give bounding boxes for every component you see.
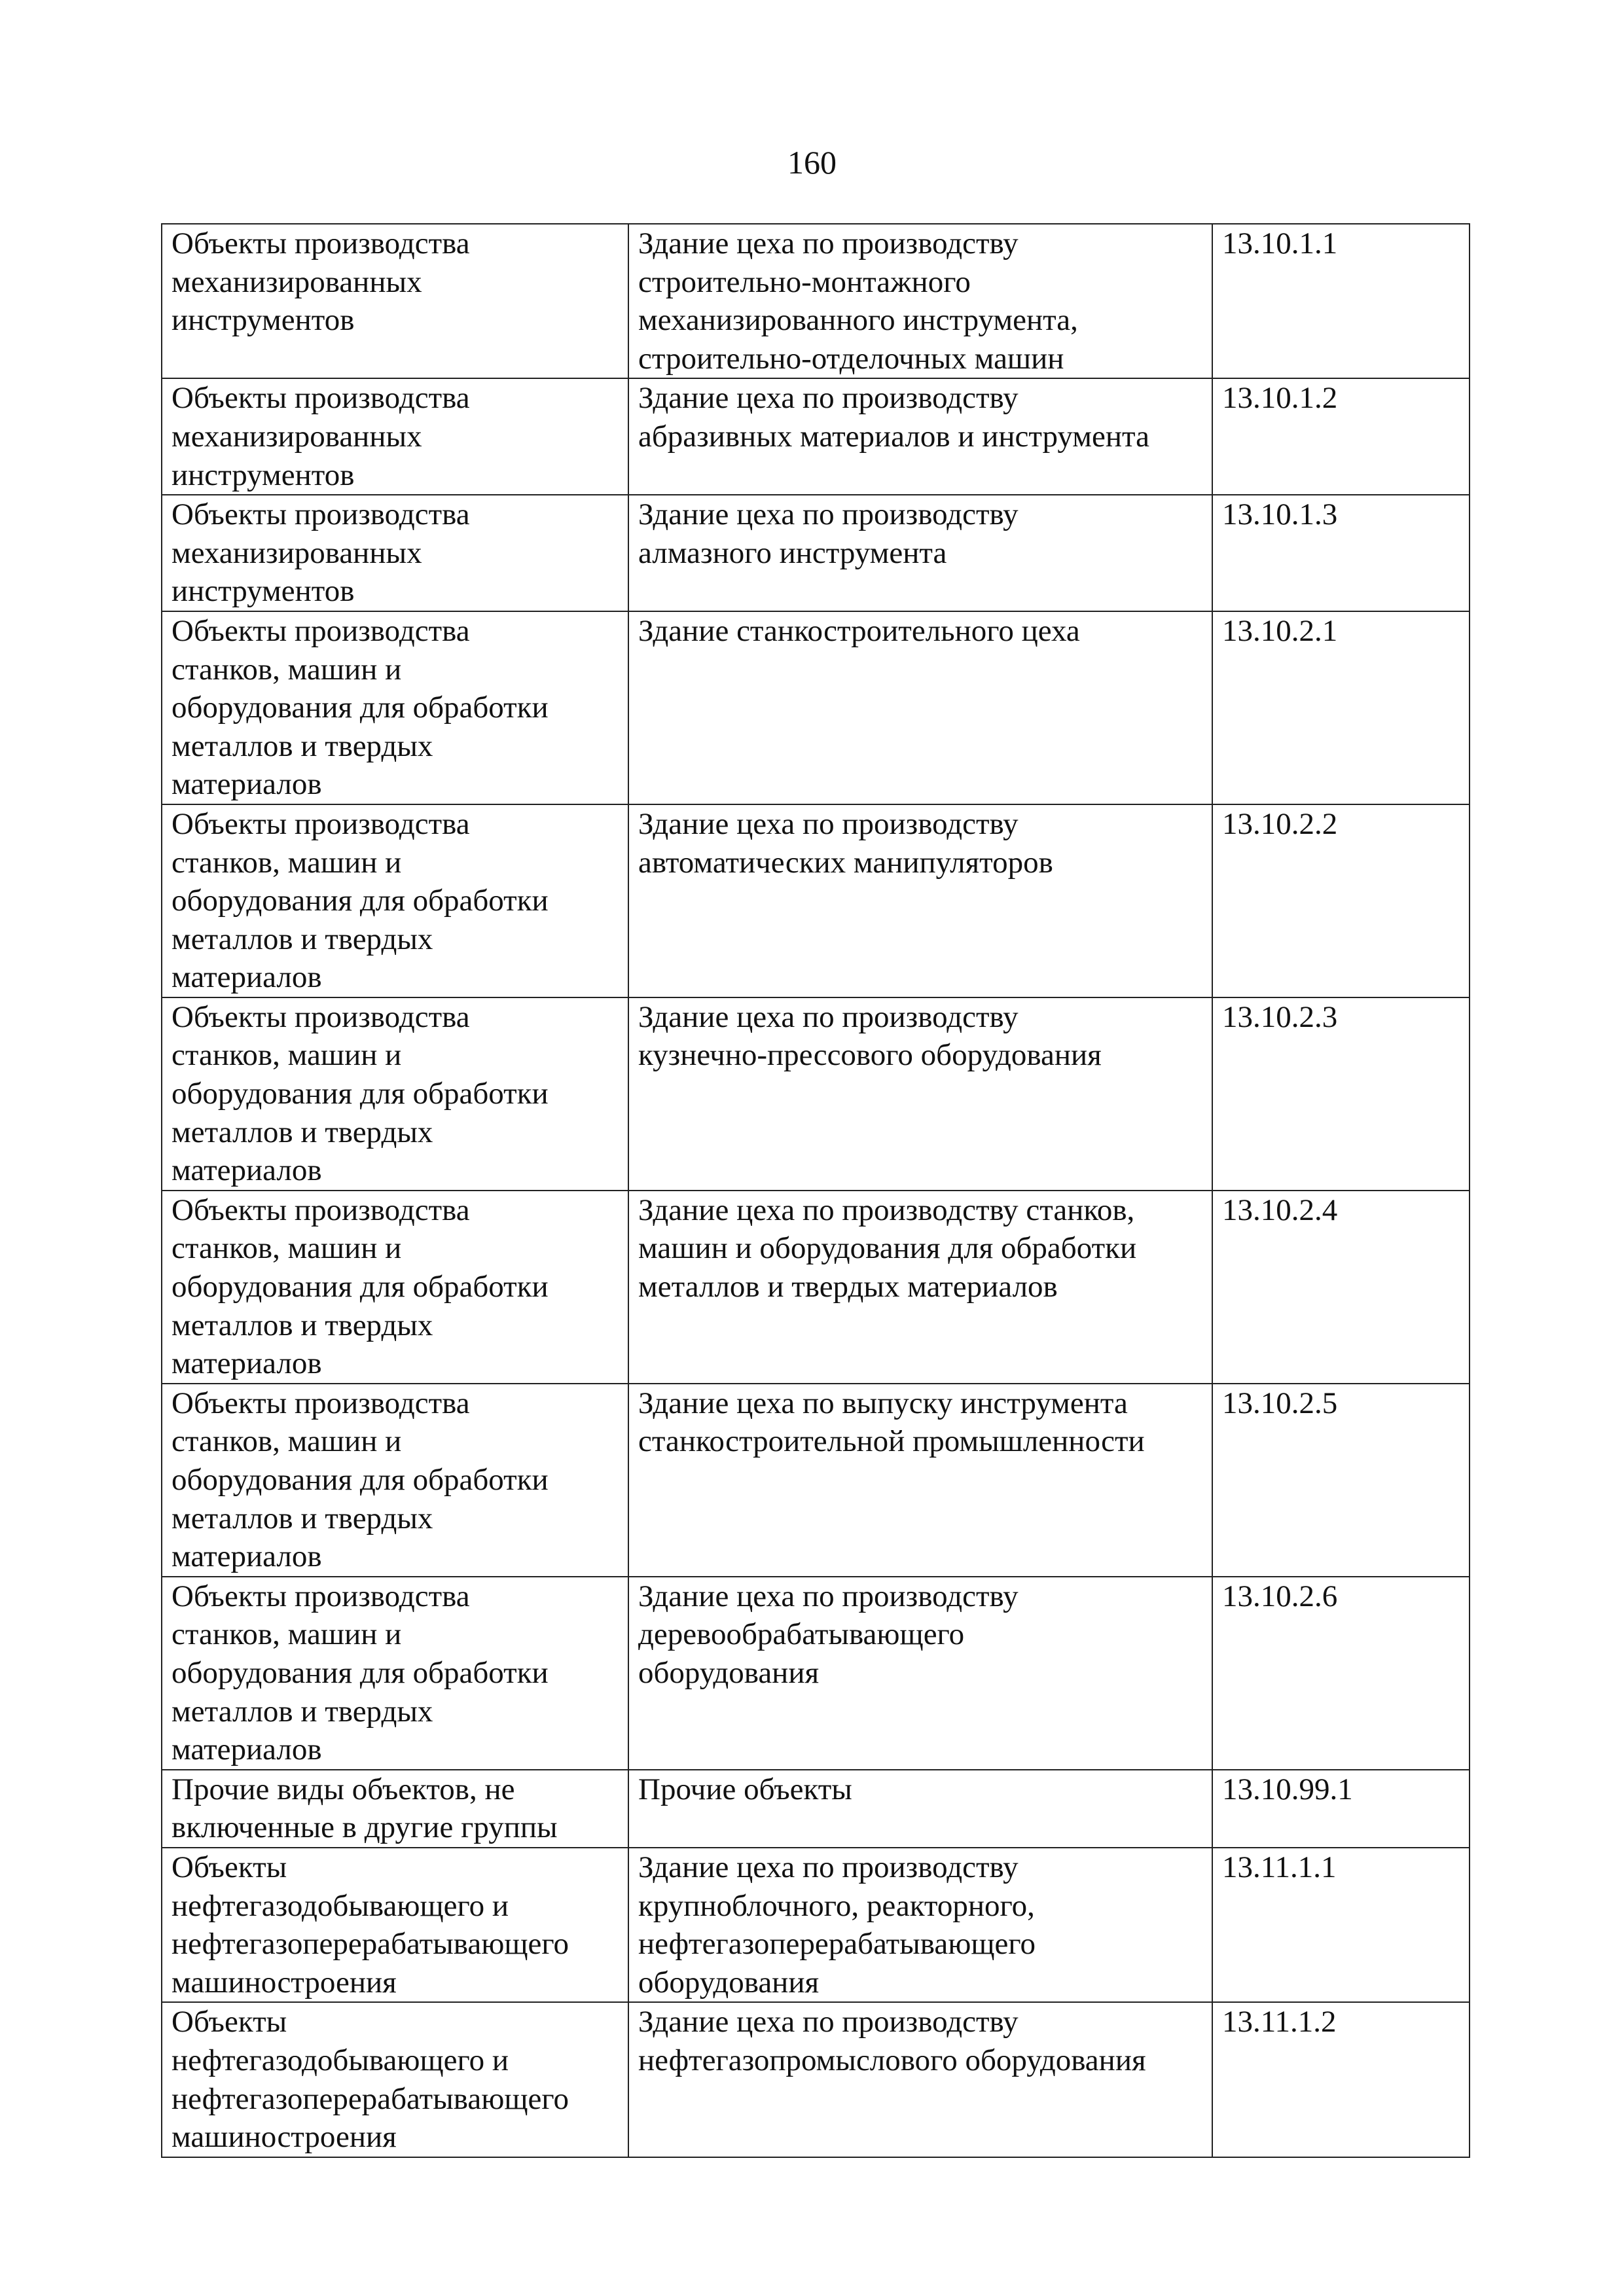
table-row [162,1191,1470,1384]
table-row [162,378,1470,495]
description-cell: Прочие объекты [628,1770,1212,1848]
code-cell: 13.10.2.6 [1212,1577,1470,1770]
code-cell: 13.10.2.3 [1212,997,1470,1191]
table-row [162,224,1470,378]
description-cell: Здание цеха по производству алмазного инструмента [628,495,1212,611]
table-row [162,1384,1470,1577]
code-cell: 13.10.2.5 [1212,1384,1470,1577]
code-cell: 13.10.1.3 [1212,495,1470,611]
description-cell: Здание цеха по производству крупноблочного, реакторного, нефтегазоперерабатывающего оборудования [628,1848,1212,2002]
table-row [162,611,1470,804]
registry-table [161,223,1470,2158]
category-cell: Объекты нефтегазодобывающего и нефтегазоперерабатывающего машиностроения [162,1848,628,2002]
category-cell: Объекты производства станков, машин и оборудования для обработки металлов и твердых материалов [162,1384,628,1577]
description-cell: Здание цеха по производству деревообрабатывающего оборудования [628,1577,1212,1770]
table-row [162,997,1470,1191]
description-cell: Здание цеха по производству автоматических манипуляторов [628,804,1212,997]
category-cell: Объекты производства станков, машин и оборудования для обработки металлов и твердых материалов [162,611,628,804]
code-cell: 13.10.1.1 [1212,224,1470,378]
code-cell: 13.10.1.2 [1212,378,1470,495]
code-cell: 13.10.99.1 [1212,1770,1470,1848]
category-cell: Объекты производства станков, машин и оборудования для обработки металлов и твердых материалов [162,1191,628,1384]
description-cell: Здание цеха по производству кузнечно-прессового оборудования [628,997,1212,1191]
code-cell: 13.11.1.1 [1212,1848,1470,2002]
code-cell: 13.10.2.1 [1212,611,1470,804]
table-row [162,1848,1470,2002]
category-cell: Объекты производства механизированных инструментов [162,378,628,495]
category-cell: Объекты производства станков, машин и оборудования для обработки металлов и твердых материалов [162,1577,628,1770]
category-cell: Объекты производства станков, машин и оборудования для обработки металлов и твердых материалов [162,804,628,997]
category-cell: Объекты производства станков, машин и оборудования для обработки металлов и твердых материалов [162,997,628,1191]
description-cell: Здание цеха по производству строительно-монтажного механизированного инструмента, строительно-отделочных машин [628,224,1212,378]
table-row [162,1770,1470,1848]
description-cell: Здание станкостроительного цеха [628,611,1212,804]
table-row [162,1577,1470,1770]
code-cell: 13.11.1.2 [1212,2002,1470,2157]
description-cell: Здание цеха по производству станков, машин и оборудования для обработки металлов и твердых материалов [628,1191,1212,1384]
code-cell: 13.10.2.2 [1212,804,1470,997]
description-cell: Здание цеха по производству нефтегазопромыслового оборудования [628,2002,1212,2157]
category-cell: Прочие виды объектов, не включенные в другие группы [162,1770,628,1848]
description-cell: Здание цеха по выпуску инструмента станкостроительной промышленности [628,1384,1212,1577]
category-cell: Объекты производства механизированных инструментов [162,224,628,378]
description-cell: Здание цеха по производству абразивных материалов и инструмента [628,378,1212,495]
table-row [162,2002,1470,2157]
table-row [162,804,1470,997]
page-number: 160 [787,144,837,181]
category-cell: Объекты нефтегазодобывающего и нефтегазоперерабатывающего машиностроения [162,2002,628,2157]
code-cell: 13.10.2.4 [1212,1191,1470,1384]
table-row [162,495,1470,611]
category-cell: Объекты производства механизированных инструментов [162,495,628,611]
